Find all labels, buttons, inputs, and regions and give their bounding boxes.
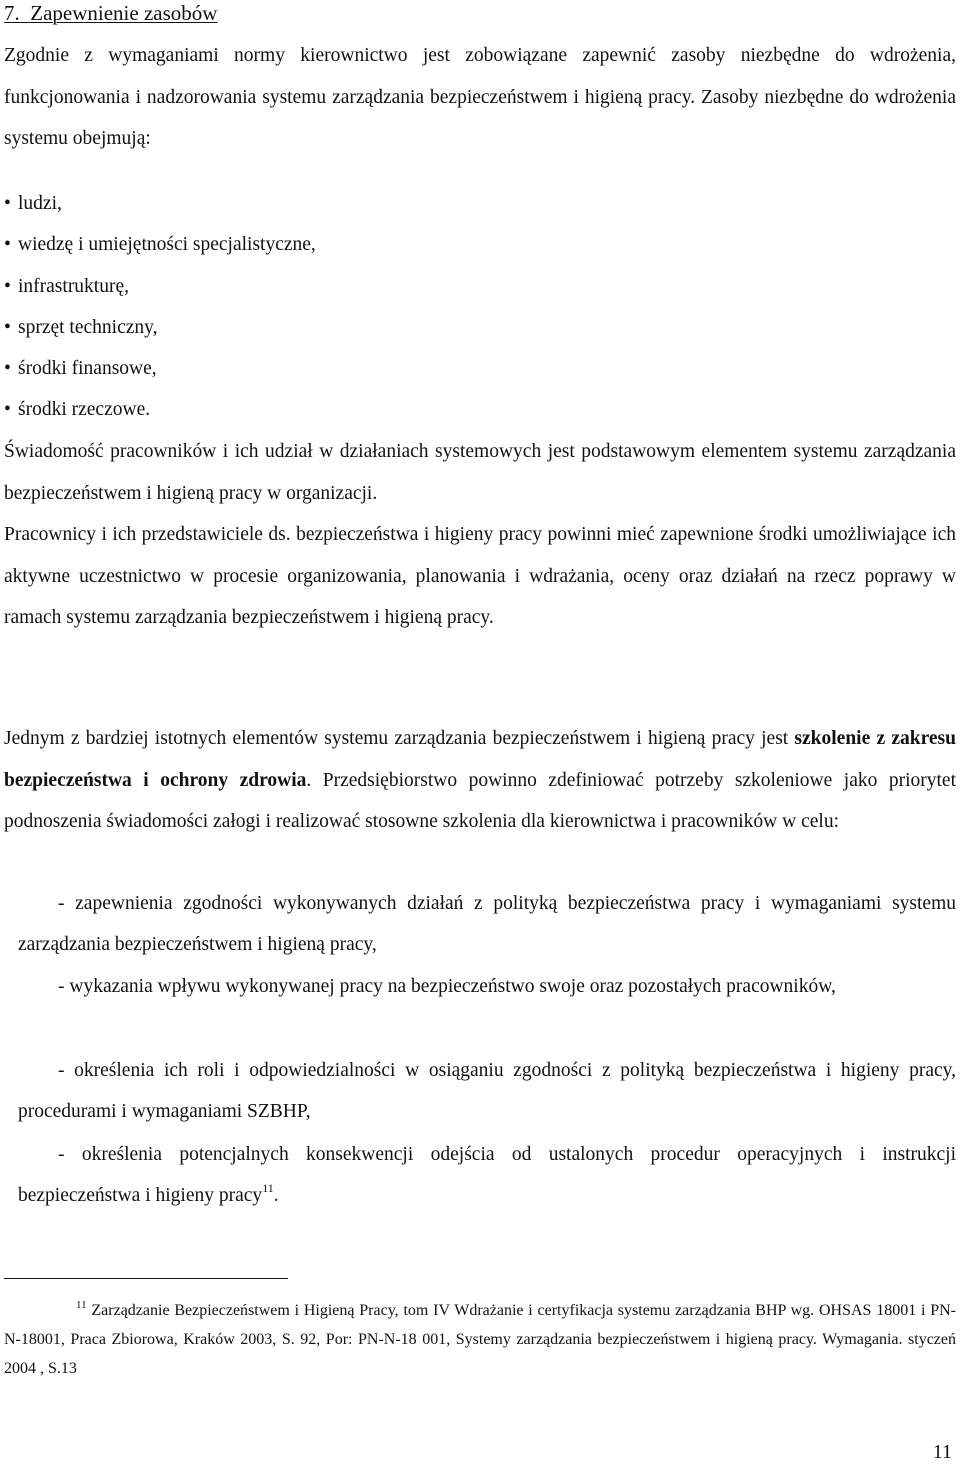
awareness-paragraph: Świadomość pracowników i ich udział w działaniach systemowych jest podstawowym elementem systemu zarządzania bezpieczeństwem i higieną pracy w organizacji. — [4, 441, 956, 504]
page-number: 11 — [932, 1441, 952, 1463]
bullet-icon: • — [4, 234, 11, 256]
list-item-text: ludzi, — [18, 193, 62, 214]
list-item-text: wiedzę i umiejętności specjalistyczne, — [18, 234, 316, 256]
training-text-start: Jednym z bardziej istotnych elementów systemu zarządzania bezpieczeństwem i higieną pracy jest — [4, 728, 795, 749]
list-item-text: infrastrukturę, — [18, 275, 130, 297]
footnote-number: 11 — [76, 1299, 87, 1311]
training-paragraph — [4, 718, 956, 843]
bullet-icon: • — [4, 316, 11, 338]
footnote — [4, 1296, 956, 1383]
bullet-icon: • — [4, 275, 11, 297]
section-heading — [4, 0, 217, 26]
list-item — [4, 183, 316, 224]
list-item-text: sprzęt techniczny, — [18, 316, 158, 338]
section-number: 7. — [4, 1, 20, 25]
training-text-end: . Przedsiębiorstwo powinno zdefiniować potrzeby szkoleniowe jako priorytet podnoszenia świadomości załogi i realizować stosowne szkolenia dla kierownictwa i pracowników w celu: — [4, 769, 956, 832]
purpose-item: - zapewnienia zgodności wykonywanych działań z polityką bezpieczeństwa pracy i wymaganiami systemu zarządzania bezpieczeństwem i higieną pracy, — [18, 893, 956, 955]
purpose-item: - wykazania wpływu wykonywanej pracy na bezpieczeństwo swoje oraz pozostałych pracowników, — [58, 976, 836, 997]
purpose-item: - określenia ich roli i odpowiedzialności w osiąganiu zgodności z polityką bezpieczeństwa i higieny pracy, procedurami i wymaganiami SZBHP, — [18, 1060, 956, 1122]
list-item — [4, 266, 316, 307]
footnote-text: Zarządzanie Bezpieczeństwem i Higieną Pracy, tom IV Wdrażanie i certyfikacja systemu zarządzania BHP wg. OHSAS 18001 i PN-N-18001, Praca Zbiorowa, Kraków 2003, S. 92, Por: PN-N-18 001, Systemy zarządzania bezpieczeństwem i higieną pracy. Wymagania. styczeń 2004 , S.13 — [4, 1302, 957, 1377]
bullet-icon: • — [4, 358, 11, 380]
purpose-item-text: - określenia potencjalnych konsekwencji odejścia od ustalonych procedur operacyjnych i instrukcji bezpieczeństwa i higieny pracy — [18, 1144, 956, 1206]
footnote-separator — [4, 1278, 288, 1279]
workers-paragraph: Pracownicy i ich przedstawiciele ds. bezpieczeństwa i higieny pracy powinni mieć zapewnione środki umożliwiające ich aktywne uczestnictwo w procesie organizowania, planowania i wdrażania, oceny oraz działań na rzecz poprawy w ramach systemu zarządzania bezpieczeństwem i higieną pracy. — [4, 524, 956, 628]
training-emphasis: szkolenie z zakresu bezpieczeństwa i ochrony zdrowia — [4, 728, 956, 791]
resources-list — [4, 183, 316, 431]
bullet-icon: • — [4, 193, 11, 214]
list-item-text: środki rzeczowe. — [18, 399, 151, 421]
list-item-text: środki finansowe, — [18, 358, 157, 380]
bullet-icon: • — [4, 399, 11, 421]
purpose-item — [18, 1134, 956, 1216]
intro-paragraph: Zgodnie z wymaganiami normy kierownictwo jest zobowiązane zapewnić zasoby niezbędne do wdrożenia, funkcjonowania i nadzorowania systemu zarządzania bezpieczeństwem i higieną pracy. Zasoby niezbędne do wdrożenia systemu obejmują: — [4, 45, 956, 149]
list-item — [4, 389, 316, 430]
purpose-item-end: . — [273, 1185, 279, 1206]
list-item — [4, 348, 316, 389]
section-title: Zapewnienie zasobów — [30, 1, 218, 25]
list-item — [4, 224, 316, 265]
footnote-reference[interactable]: 11 — [262, 1181, 274, 1195]
list-item — [4, 307, 316, 348]
